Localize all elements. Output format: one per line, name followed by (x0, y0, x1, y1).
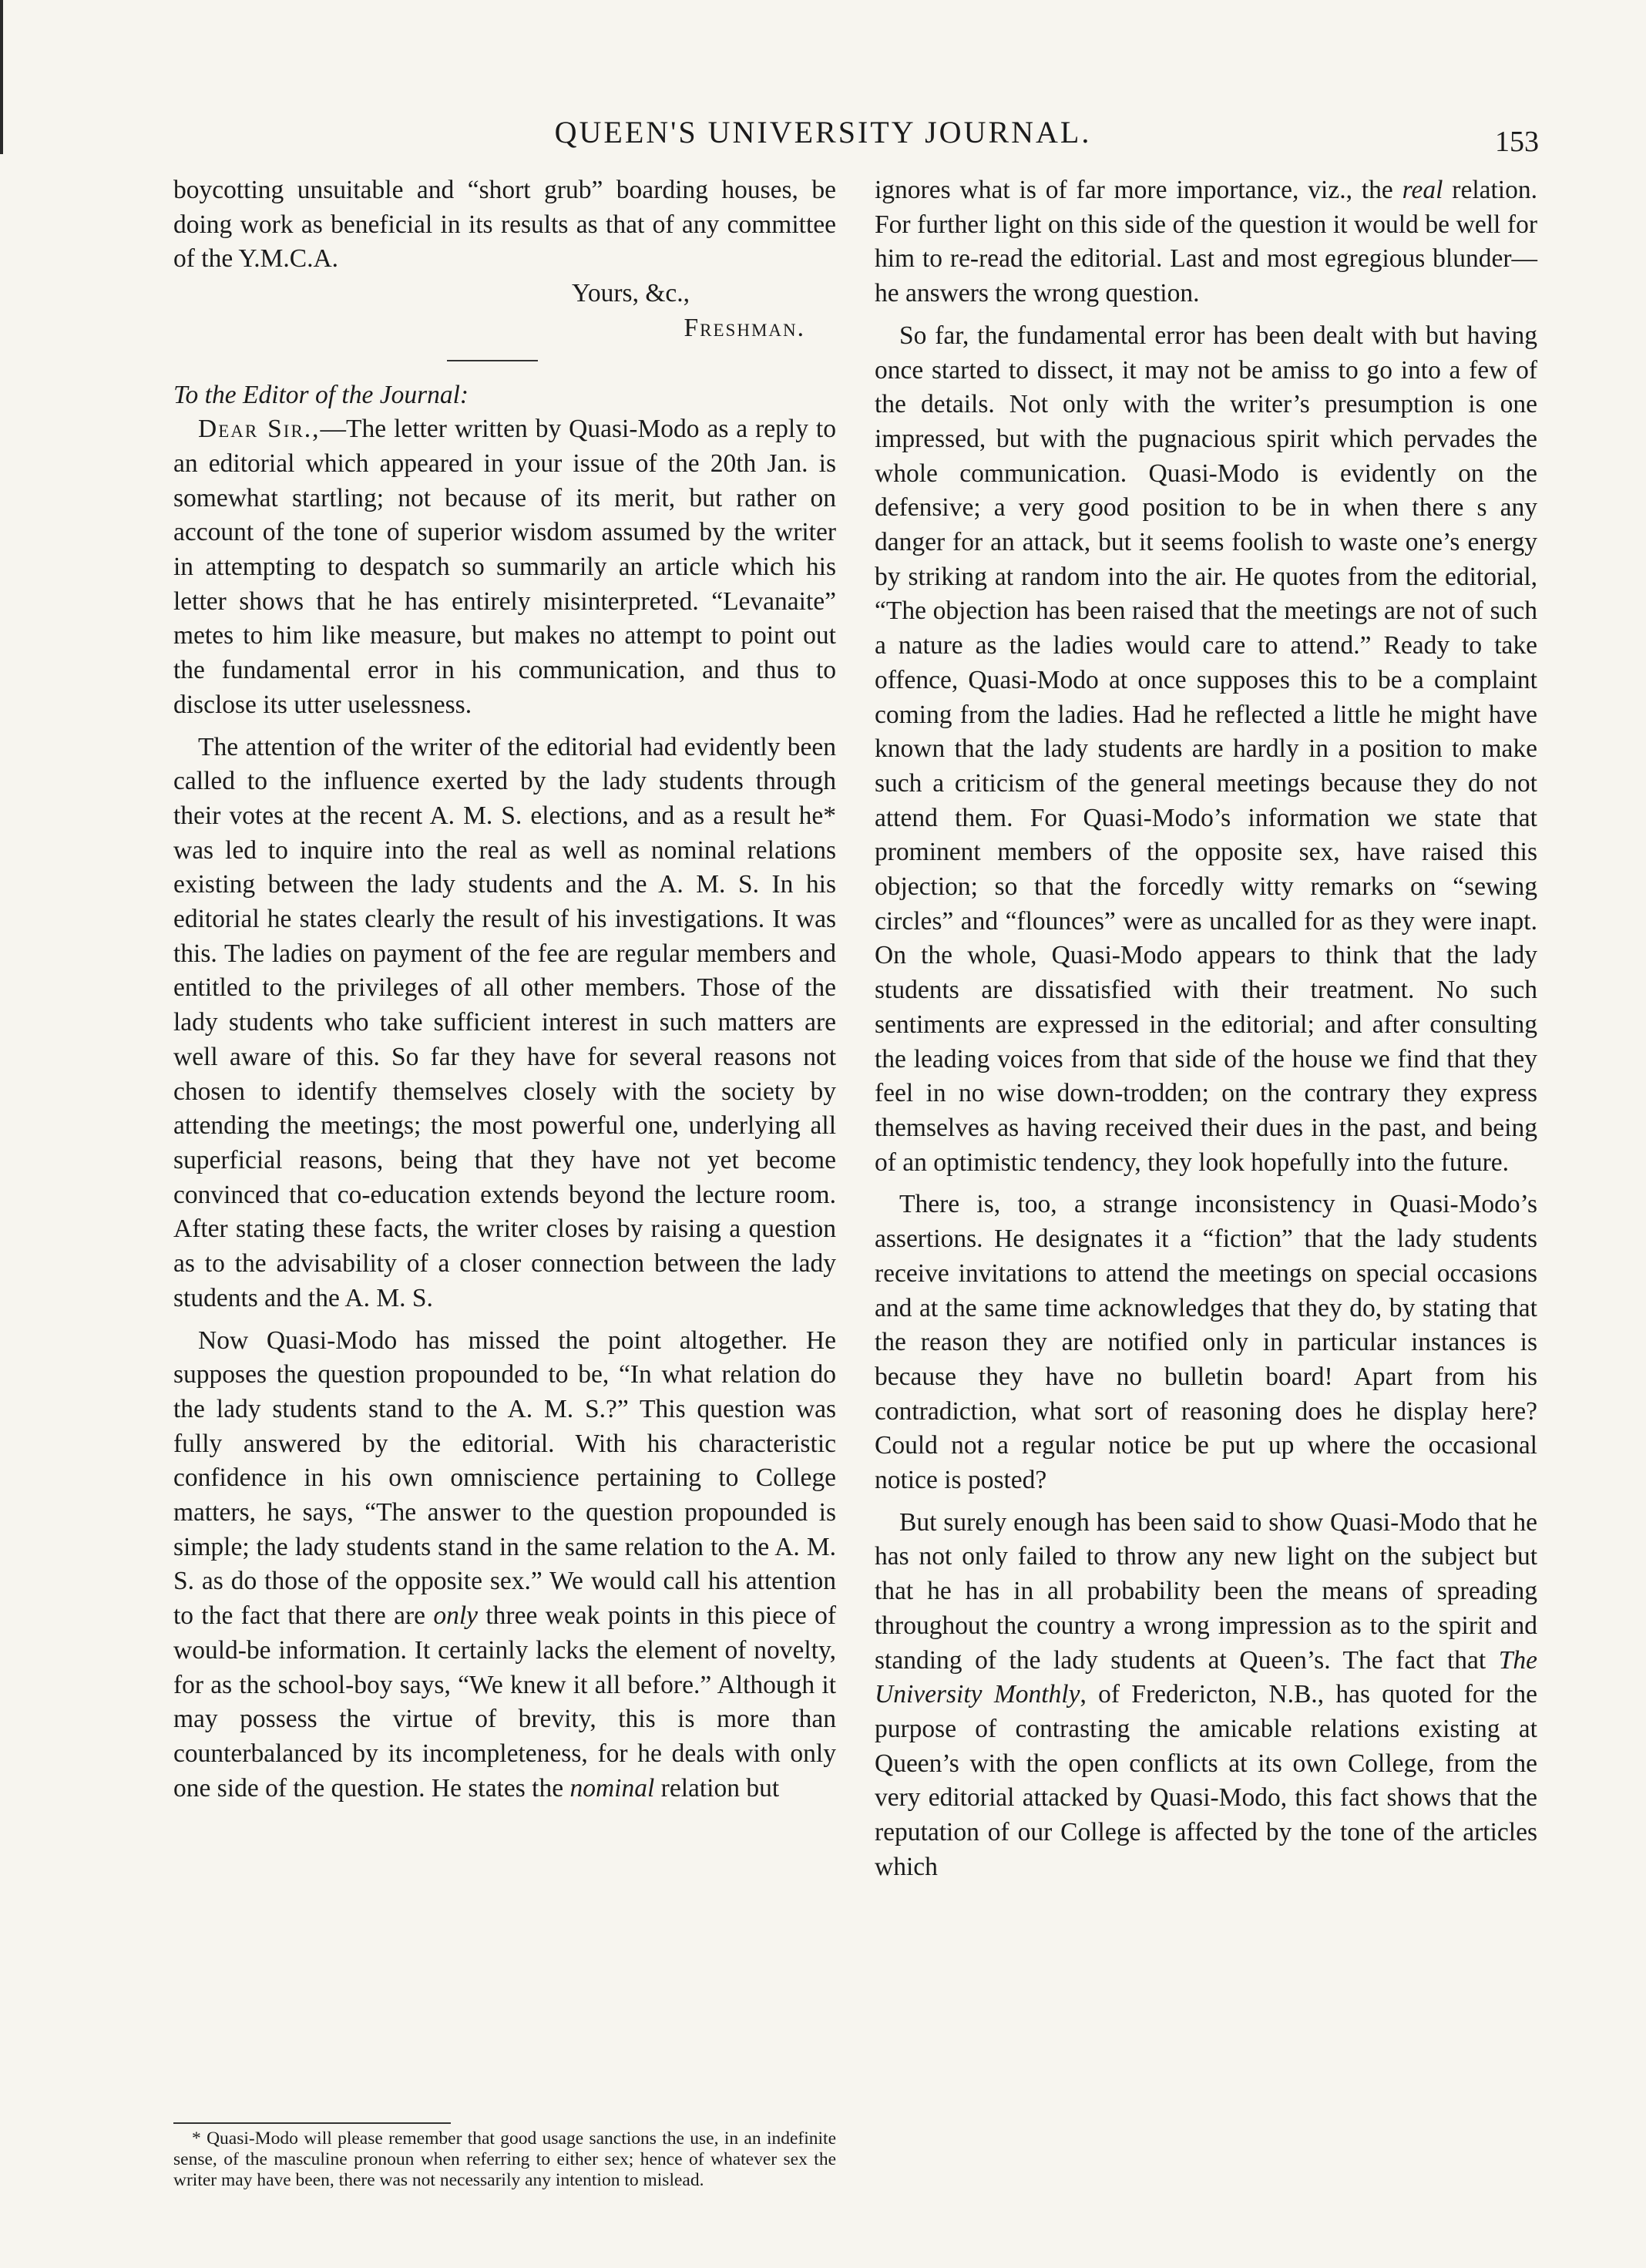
page-number: 153 (1495, 126, 1539, 158)
letter-paragraph-2: The attention of the writer of the editorial had evidently been called to the influence exerted by the lady students through their votes at the recent A. M. S. elections, and as a result he* was led to inquire into the real as well as nominal relations existing between the lady students and the A. M. S. In his editorial he states clearly the result of his investigations. It was this. The ladies on payment of the fee are regular members and entitled to the privileges of all other members. Those of the lady students who take sufficient interest in such matters are well aware of this. So far they have for several reasons not chosen to identify themselves closely with the society by attending the meetings; the most powerful one, underlying all superficial reasons, being that they have not yet become convinced that co-education extends beyond the lecture room. After stating these facts, the writer closes by raising a question as to the advisability of a closer connection between the lady students and the A. M. S. (173, 732, 836, 1312)
running-header: QUEEN'S UNIVERSITY JOURNAL. (554, 115, 1092, 150)
paragraph-3-part-a: Now Quasi-Modo has missed the point altogether. He supposes the question propounded to be, “In what relation do the lady students stand to the A. M. S.?” This question was fully answered by the editorial. With his characteristic confidence in his own omniscience pertaining to College matters, he says, “The answer to the question propounded is simple; the lady students stand in the same relation to the A. M. S. as do those of the opposite sex.” We would call his attention to the fact that there are (173, 1326, 836, 1631)
right-paragraph-1-part-b: relation. For further light on this side of the question it would be well for him to re-read the editorial. Last and most egregious blunder—he answers the wrong question. (875, 176, 1537, 308)
paragraph-3-part-c: relation but (654, 1773, 780, 1803)
paragraph-3-part-b: three weak points in this piece of would-be information. It certainly lacks the element of novelty, for as the school-boy says, “We knew it all before.” Although it may possess the virtue of brevity, this is more than counterbalanced by its incompleteness, for he deals with only one side of the question. He states the (173, 1601, 837, 1803)
section-divider (447, 360, 538, 361)
footnote (173, 2129, 836, 2191)
right-paragraph-3: There is, too, a strange inconsistency in Quasi-Modo’s assertions. He designates it a “fiction” that the lady students receive invitations to attend the meetings on special occasions and at the same time acknowledges that they do, by stating that the reason they are notified only in particular instances is because they have no bulletin board! Apart from his contradiction, what sort of reasoning does he display here? Could not a regular notice be put up where the occasional notice is posted? (875, 1190, 1537, 1495)
right-column (875, 173, 1537, 1884)
right-paragraph-2: So far, the fundamental error has been dealt with but having once started to dissect, it may not be amiss to go into a few of the details. Not only with the writer’s presumption is one impressed, but with the pugnacious spirit which pervades the whole communication. Quasi-Modo is evidently on the defensive; a very good position to be in when there s any danger for an attack, but it seems foolish to waste one’s energy by striking at random into the air. He quotes from the editorial, “The objection has been raised that the meetings are not of such a nature as the ladies would care to attend.” Ready to take offence, Quasi-Modo at once supposes this to be a complaint coming from the ladies. Had he reflected a little he might have known that the lady students are hardly in a position to make such a criticism of the general meetings because they do not attend them. For Quasi-Modo’s information we state that prominent members of the opposite sex, have raised this objection; so that the forcedly witty remarks on “sewing circles” and “flounces” were as uncalled for as they were inapt. On the whole, Quasi-Modo appears to think that the lady students are dissatisfied with their treatment. No such sentiments are expressed in the editorial; and after consulting the leading voices from that side of the house we find that they feel in no wise down-trodden; on the contrary they express themselves as having received their dues in the past, and being of an optimistic tendency, they look hopefully into the future. (875, 321, 1537, 1177)
letter-signature-line (173, 311, 836, 346)
right-paragraph-1 (875, 173, 1537, 311)
salutation: To the Editor of the Journal: (173, 380, 469, 409)
emphasis-nominal: nominal (569, 1773, 655, 1803)
footnote-text: * Quasi-Modo will please remember that good usage sanctions the use, in an indefinite sense, of the masculine pronoun when referring to either sex; hence of whatever sex the writer may have been, there was not necessarily any intention to mislead. (173, 2129, 836, 2190)
continuation-paragraph: boycotting unsuitable and “short grub” boarding houses, be doing work as beneficial in its results as that of any committee of the Y.M.C.A. (173, 176, 836, 274)
left-column (173, 173, 836, 1806)
letter-closing (173, 277, 836, 311)
closing-text: Yours, &c., (572, 279, 690, 308)
right-paragraph-4-part-b: , of Fredericton, N.B., has quoted for the purpose of contrasting the amicable relations existing at Queen’s with the open conflicts at its own College, from the very editorial attacked by Quasi-Modo, this fact shows that the reputation of our College is affected by the tone of the articles which (875, 1680, 1537, 1881)
right-paragraph-4-part-a: But surely enough has been said to show Quasi-Modo that he has not only failed to throw any new light on the subject but that he has in all probability been the means of spreading throughout the country a wrong impression as to the spirit and standing of the lady students at Queen’s. The fact that (875, 1507, 1537, 1675)
emphasis-only: only (433, 1601, 479, 1631)
letter-opening: Dear Sir., (198, 415, 321, 444)
letter-paragraph-1-text: —The letter written by Quasi-Modo as a reply to an editorial which appeared in your issue of the 20th Jan. is somewhat startling; not because of its merit, but rather on account of the tone of superior wisdom assumed by the writer in attempting to despatch so summarily an article which his letter shows that he has entirely misinterpreted. “Levanaite” metes to him like measure, but makes no attempt to point out the fundamental error in his communication, and thus to disclose its utter uselessness. (173, 415, 836, 719)
letter-paragraph-1 (173, 412, 836, 722)
emphasis-real: real (1402, 176, 1443, 204)
letter-paragraph-3 (173, 1324, 836, 1806)
journal-name: The University Monthly (875, 1645, 1537, 1709)
footnote-divider (173, 2122, 451, 2124)
right-paragraph-1-part-a: ignores what is of far more importance, viz., the (875, 176, 1402, 204)
right-paragraph-4 (875, 1506, 1537, 1885)
signature: Freshman. (684, 313, 805, 342)
